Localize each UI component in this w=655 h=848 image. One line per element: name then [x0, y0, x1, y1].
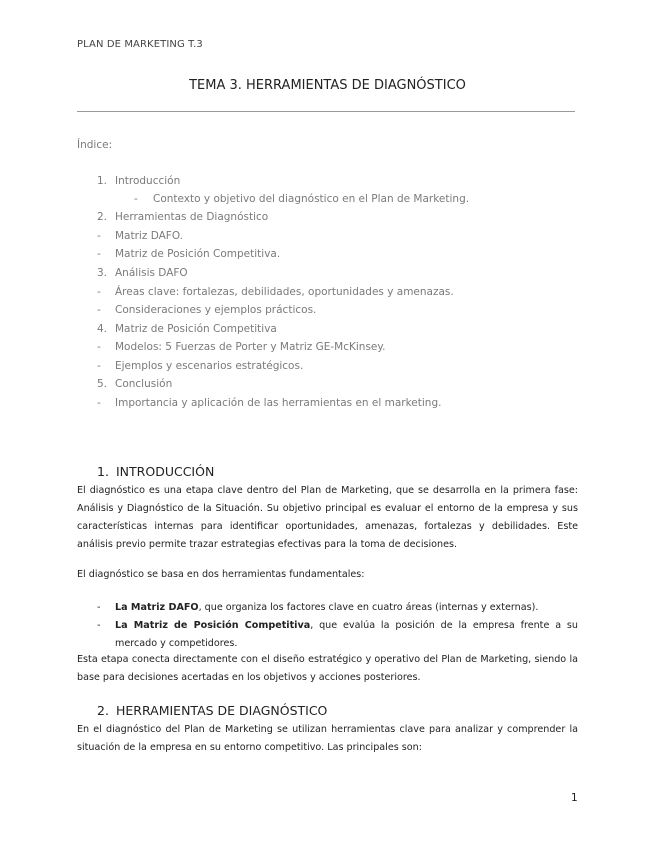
toc-marker: 3.: [97, 267, 108, 279]
bullet-marker: -: [97, 620, 101, 631]
toc-marker: 1.: [97, 175, 108, 187]
toc-text: Áreas clave: fortalezas, debilidades, oportunidades y amenazas.: [115, 286, 454, 298]
toc-marker: -: [97, 286, 101, 298]
bullet-text: , que organiza los factores clave en cuatro áreas (internas y externas).: [198, 602, 539, 613]
page-number: 1: [571, 792, 578, 804]
bullet-marker: -: [97, 602, 101, 613]
toc-marker: 4.: [97, 323, 108, 335]
section-title: HERRAMIENTAS DE DIAGNÓSTICO: [116, 703, 328, 718]
toc-text: Consideraciones y ejemplos prácticos.: [115, 304, 317, 316]
toc-text: Contexto y objetivo del diagnóstico en el Plan de Marketing.: [153, 193, 470, 205]
toc-text: Importancia y aplicación de las herramientas en el marketing.: [115, 397, 442, 409]
toc-marker: -: [134, 193, 138, 205]
tools-paragraph-1: En el diagnóstico del Plan de Marketing se utilizan herramientas clave para analizar y comprender la situación de la empresa en su entorno competitivo. Las principales son:: [77, 724, 578, 753]
toc-text: Matriz de Posición Competitiva: [115, 323, 277, 335]
toc-text: Ejemplos y escenarios estratégicos.: [115, 360, 304, 372]
toc-marker: 2.: [97, 211, 108, 223]
toc-marker: 5.: [97, 378, 108, 390]
list-item: [97, 599, 578, 617]
running-header: PLAN DE MARKETING T.3: [77, 39, 203, 50]
index-label: Índice:: [77, 139, 113, 151]
toc-marker: -: [97, 248, 101, 260]
section-number: 1.: [97, 464, 109, 479]
toc-text: Introducción: [115, 175, 181, 187]
toc-text: Análisis DAFO: [115, 267, 188, 279]
section-title: INTRODUCCIÓN: [116, 464, 215, 479]
toc-text: Modelos: 5 Fuerzas de Porter y Matriz GE-McKinsey.: [115, 341, 386, 353]
document-title: TEMA 3. HERRAMIENTAS DE DIAGNÓSTICO: [189, 78, 466, 93]
intro-paragraph-2: El diagnóstico se basa en dos herramientas fundamentales:: [77, 569, 365, 580]
toc-marker: -: [97, 397, 101, 409]
intro-paragraph-1: El diagnóstico es una etapa clave dentro del Plan de Marketing, que se desarrolla en la primera fase: Análisis y Diagnóstico de la Situación. Su objetivo principal es evaluar el entorno de la empresa y sus características internas para identificar oportunidades, amenazas, fortalezas y debilidades. Este análisis previo permite trazar estrategias efectivas para la toma de decisiones.: [77, 485, 578, 550]
bullet-bold-term: La Matriz DAFO: [115, 602, 199, 613]
toc-marker: -: [97, 304, 101, 316]
bullet-bold-term: La Matriz de Posición Competitiva: [115, 620, 311, 631]
toc-text: Herramientas de Diagnóstico: [115, 211, 269, 223]
intro-paragraph-3: Esta etapa conecta directamente con el diseño estratégico y operativo del Plan de Marketing, siendo la base para decisiones acertadas en los objetivos y acciones posteriores.: [77, 654, 578, 683]
section-number: 2.: [97, 703, 109, 718]
toc-text: Matriz de Posición Competitiva.: [115, 248, 281, 260]
list-item: [97, 617, 578, 653]
bullet-text: , que evalúa la posición de la empresa frente a su mercado y competidores.: [115, 620, 578, 649]
toc-marker: -: [97, 230, 101, 242]
title-divider: [77, 111, 575, 112]
toc-text: Conclusión: [115, 378, 173, 390]
toc-marker: -: [97, 341, 101, 353]
toc-marker: -: [97, 360, 101, 372]
toc-text: Matriz DAFO.: [115, 230, 183, 242]
